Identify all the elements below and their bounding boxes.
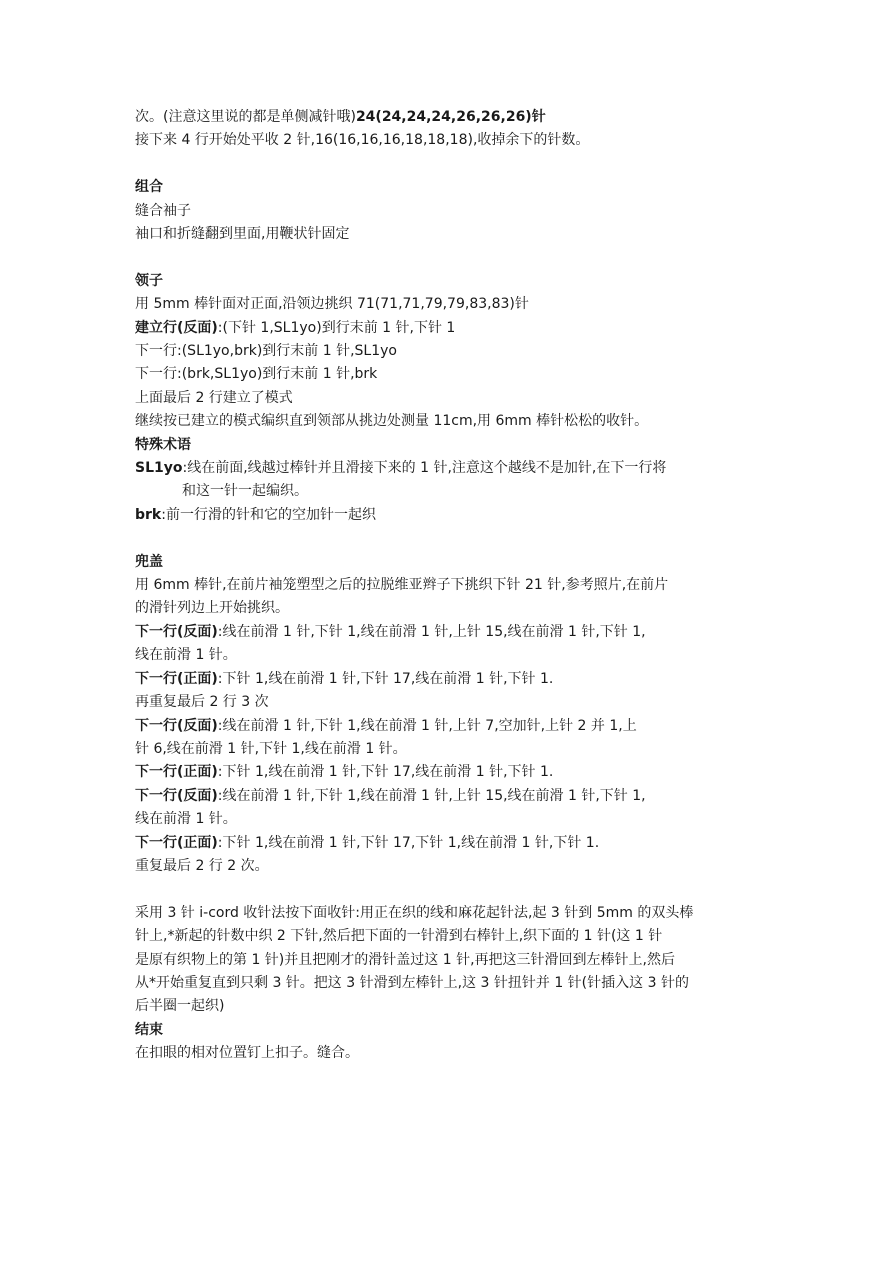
text-line: 下一行(反面):线在前滑 1 针,下针 1,线在前滑 1 针,上针 15,线在前滑 1 针,下针 1, <box>135 623 646 640</box>
term-definition: brk:前一行滑的针和它的空加针一起织 <box>135 506 376 523</box>
text-line: 接下来 4 行开始处平收 2 针,16(16,16,16,18,18,18),收掉余下的针数。 <box>135 132 590 149</box>
text-line: 缝合袖子 <box>135 202 191 219</box>
section-title-finish: 结束 <box>135 1021 163 1038</box>
row-label: 下一行(正面) <box>135 764 218 781</box>
text-line: 是原有织物上的第 1 针)并且把刚才的滑针盖过这 1 针,再把这三针滑回到左棒针上,然后 <box>135 951 675 968</box>
document-page <box>135 106 765 1066</box>
text-line: 在扣眼的相对位置钉上扣子。缝合。 <box>135 1045 359 1062</box>
text-line: 线在前滑 1 针。 <box>135 811 237 828</box>
spacer <box>135 878 765 901</box>
stitch-count: 24(24,24,24,26,26,26)针 <box>355 109 546 125</box>
text-line: 后半圈一起织) <box>135 998 225 1015</box>
row-label: 下一行(正面) <box>135 670 218 687</box>
row-label: 下一行(正面) <box>135 834 218 851</box>
spacer <box>135 153 765 176</box>
term-definition: SL1yo:线在前面,线越过棒针并且滑接下来的 1 针,注意这个越线不是加针,在下一行将 <box>135 460 667 477</box>
text-line: 下一行:(brk,SL1yo)到行末前 1 针,brk <box>135 366 378 383</box>
text-line: 针上,*新起的针数中织 2 下针,然后把下面的一针滑到右棒针上,织下面的 1 针(这 1 针 <box>135 928 663 945</box>
text-line: 的滑针列边上开始挑织。 <box>135 600 289 617</box>
text-line: 上面最后 2 行建立了模式 <box>135 389 293 406</box>
text-line: 采用 3 针 i-cord 收针法按下面收针:用正在织的线和麻花起针法,起 3 针到 5mm 的双头棒 <box>135 904 694 921</box>
text-line: 下一行(正面):下针 1,线在前滑 1 针,下针 17,下针 1,线在前滑 1 针,下针 1. <box>135 834 600 851</box>
term-name: brk <box>135 506 162 523</box>
text-line: 次。(注意这里说的都是单侧减针哦)24(24,24,24,26,26,26)针 <box>135 109 546 125</box>
text-line: 下一行(正面):下针 1,线在前滑 1 针,下针 17,线在前滑 1 针,下针 1. <box>135 670 554 687</box>
text-line: 再重复最后 2 行 3 次 <box>135 694 269 711</box>
term-definition-continued: 和这一针一起编织。 <box>182 483 308 500</box>
text-line: 线在前滑 1 针。 <box>135 647 237 664</box>
row-label: 下一行(反面) <box>135 787 218 804</box>
text-line: 下一行(反面):线在前滑 1 针,下针 1,线在前滑 1 针,上针 7,空加针,上针 2 并 1,上 <box>135 717 637 734</box>
text-line: 用 6mm 棒针,在前片袖笼塑型之后的拉脱维亚辫子下挑织下针 21 针,参考照片,在前片 <box>135 577 669 594</box>
row-label: 下一行(反面) <box>135 623 218 640</box>
text-line: 建立行(反面):(下针 1,SL1yo)到行末前 1 针,下针 1 <box>135 319 456 336</box>
text-line: 重复最后 2 行 2 次。 <box>135 857 269 874</box>
row-label: 建立行(反面) <box>135 319 218 336</box>
section-title-collar: 领子 <box>135 272 163 289</box>
text-line: 用 5mm 棒针面对正面,沿领边挑织 71(71,71,79,79,83,83)针 <box>135 296 529 313</box>
section-title-terms: 特殊术语 <box>135 436 191 453</box>
spacer <box>135 246 765 269</box>
row-label: 下一行(反面) <box>135 717 218 734</box>
text-line: 袖口和折缝翻到里面,用鞭状针固定 <box>135 226 350 243</box>
text-line: 从*开始重复直到只剩 3 针。把这 3 针滑到左棒针上,这 3 针扭针并 1 针(针插入这 3 针的 <box>135 974 689 991</box>
text-line: 下一行:(SL1yo,brk)到行末前 1 针,SL1yo <box>135 343 397 360</box>
text-line: 下一行(反面):线在前滑 1 针,下针 1,线在前滑 1 针,上针 15,线在前滑 1 针,下针 1, <box>135 787 646 804</box>
text-line: 继续按已建立的模式编织直到领部从挑边处测量 11cm,用 6mm 棒针松松的收针。 <box>135 413 649 430</box>
text-line: 针 6,线在前滑 1 针,下针 1,线在前滑 1 针。 <box>135 740 407 757</box>
term-name: SL1yo <box>135 460 183 477</box>
spacer <box>135 527 765 550</box>
text-line: 下一行(正面):下针 1,线在前滑 1 针,下针 17,线在前滑 1 针,下针 1. <box>135 764 554 781</box>
section-title-hood: 兜盖 <box>135 553 163 570</box>
section-title-assembly: 组合 <box>135 179 163 196</box>
